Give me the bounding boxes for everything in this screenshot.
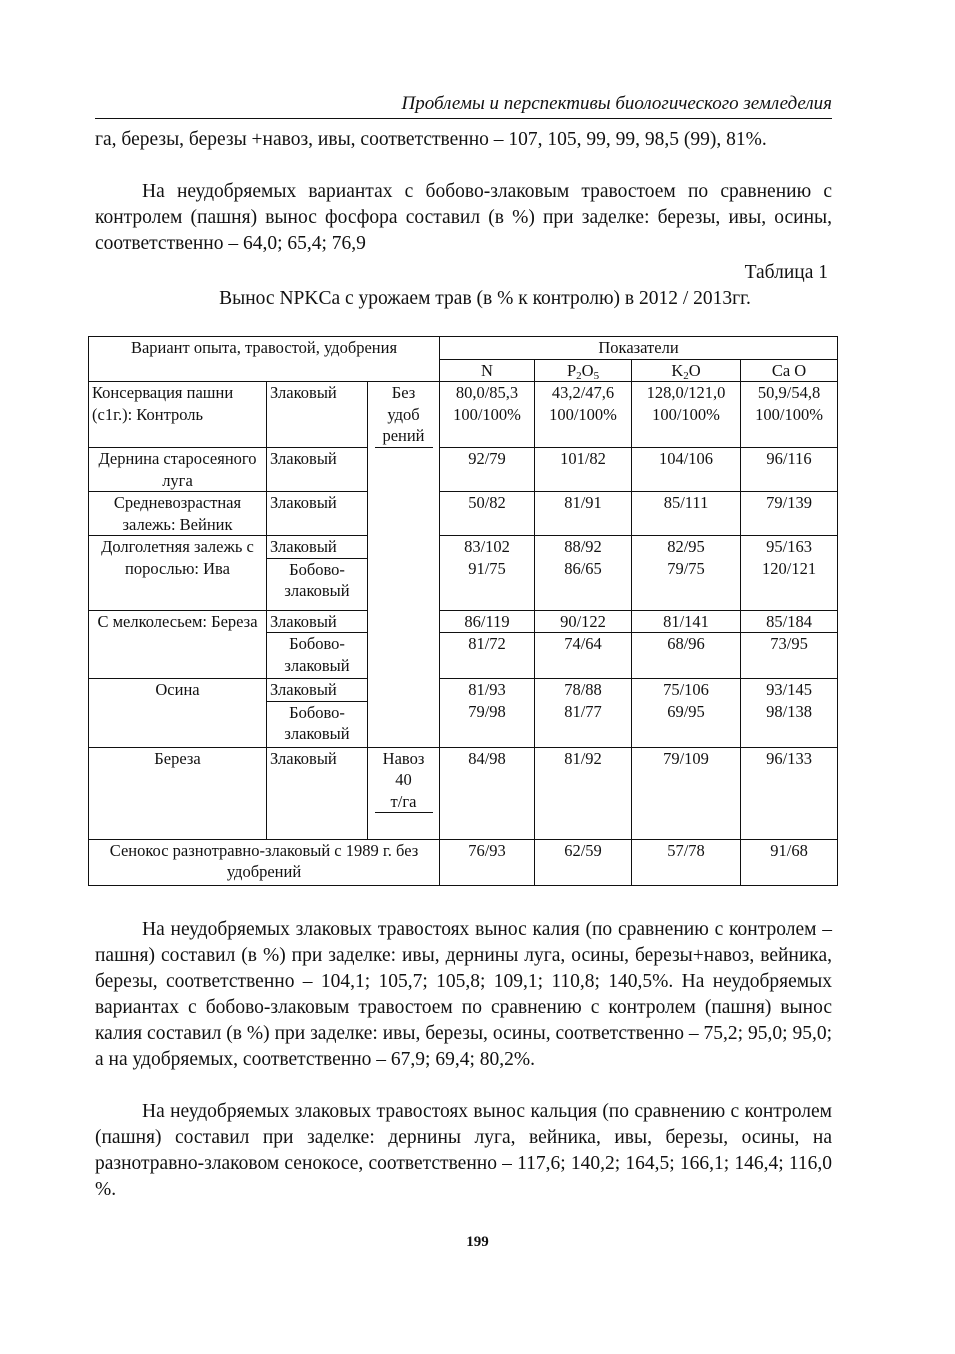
row6-ca-a: 93/145: [741, 679, 838, 702]
row2-n: 92/79: [440, 448, 535, 492]
row6-grass-a: Злаковый: [267, 679, 368, 702]
row6-fertilizer-b: [368, 701, 440, 747]
row6-ca-b: 98/138: [741, 701, 838, 747]
header-k2o: [632, 359, 741, 382]
row8-p: 62/59: [535, 839, 632, 885]
row3-site: Средневозрастная залежь: Вейник: [89, 492, 267, 536]
row3-k: 85/111: [632, 492, 741, 536]
row5-site: С мелколесьем: Береза: [89, 610, 267, 679]
row2-site: Дернина старосеяного луга: [89, 448, 267, 492]
row8-n: 76/93: [440, 839, 535, 885]
row5-grass-a: Злаковый: [267, 610, 368, 633]
row4-ca-a: 95/163: [741, 536, 838, 559]
row7-n: 84/98: [440, 747, 535, 839]
row6-k-a: 75/106: [632, 679, 741, 702]
row1-p-val: 43,2/47,6: [551, 383, 615, 402]
row1-n: [440, 382, 535, 448]
row5-n-b: 81/72: [440, 633, 535, 679]
row3-grass: Злаковый: [267, 492, 368, 536]
row1-p: [535, 382, 632, 448]
paragraph-1: га, березы, березы +навоз, ивы, соответственно – 107, 105, 99, 99, 98,5 (99), 81%.: [95, 129, 767, 150]
table-row: [89, 610, 838, 633]
header-indicators: Показатели: [440, 337, 838, 360]
row1-k-val: 128,0/121,0: [646, 383, 726, 402]
row5-fertilizer-a: [368, 610, 440, 633]
row4-n-b: 91/75: [440, 558, 535, 610]
row1-k-pct: 100/100%: [652, 404, 720, 424]
header-k2o-k: K: [671, 360, 684, 380]
row1-ca-val: 50,9/54,8: [757, 383, 821, 402]
row6-k-b: 69/95: [632, 701, 741, 747]
row5-ca-a: 85/184: [741, 610, 838, 633]
table-row: [89, 382, 838, 448]
row1-ca-pct: 100/100%: [755, 404, 823, 424]
row1-fert-line3: рений: [375, 425, 433, 448]
row7-ca: 96/133: [741, 747, 838, 839]
header-variant: Вариант опыта, травостой, удобрения: [89, 337, 440, 382]
row6-n-b: 79/98: [440, 701, 535, 747]
row6-fertilizer-a: [368, 679, 440, 702]
row7-fertilizer: [368, 747, 440, 839]
table-row: [89, 679, 838, 702]
row4-n-a: 83/102: [440, 536, 535, 559]
row7-fert-line3: т/га: [375, 791, 433, 814]
row8-site: Сенокос разнотравно-злаковый с 1989 г. без удобрений: [89, 839, 440, 885]
header-n: N: [440, 359, 535, 382]
row6-grass-b: Бобово-злаковый: [267, 701, 368, 747]
row5-grass-b: Бобово-злаковый: [267, 633, 368, 679]
table-row: [89, 448, 838, 492]
row4-fertilizer-b: [368, 558, 440, 610]
header-p2o5: [535, 359, 632, 382]
row1-ca: [741, 382, 838, 448]
row1-k: [632, 382, 741, 448]
row3-p: 81/91: [535, 492, 632, 536]
table-row: [89, 747, 838, 839]
row1-fertilizer: [368, 382, 440, 448]
row1-fert-line1: Без: [391, 383, 416, 402]
row7-fert-line1: Навоз: [382, 748, 425, 768]
table-caption: Вынос NPKCa с урожаем трав (в % к контролю) в 2012 / 2013гг.: [219, 288, 751, 309]
header-p2o5-sub1: 2: [576, 369, 582, 382]
header-rule: [95, 118, 832, 119]
row4-p-a: 88/92: [535, 536, 632, 559]
row4-k-a: 82/95: [632, 536, 741, 559]
row6-site: Осина: [89, 679, 267, 748]
row7-grass: Злаковый: [267, 747, 368, 839]
row1-grass: Злаковый: [267, 382, 368, 448]
row8-ca: 91/68: [741, 839, 838, 885]
row4-ca-b: 120/121: [741, 558, 838, 610]
table-header-row: [89, 337, 838, 360]
row8-k: 57/78: [632, 839, 741, 885]
paragraph-4: На неудобряемых злаковых травостоях вынос кальция (по сравнению с контролем (пашня) составил при заделке: дернины луга, вейника, ивы, березы, осины, на разнотравно-злаковом сенокосе, соответственно – 117,6; 140,2; 164,5; 166,1; 146,4; 116,0 %.: [95, 1101, 832, 1200]
row7-fert-line2: 40: [395, 770, 412, 789]
row5-ca-b: 73/95: [741, 633, 838, 679]
row1-p-pct: 100/100%: [549, 404, 617, 424]
paragraph-3: На неудобряемых злаковых травостоях вынос калия (по сравнению с контролем – пашня) составил (в %) при заделке: ивы, дернины луга, осины, березы+навоз, вейника, березы, соответственно – 104,1; 105,7; 105,8; 109,1; 110,8; 140,5%. На неудобряемых вариантах с бобово-злаковым травостоем по сравнению с контролем (пашня) вынос калия составил (в %) при заделке: ивы, березы, осины, соответственно – 75,2; 95,0; 95,0; а на удобряемых, соответственно – 67,9; 69,4; 80,2%.: [95, 919, 832, 1070]
row4-p-b: 86/65: [535, 558, 632, 610]
row5-p-a: 90/122: [535, 610, 632, 633]
row7-site: Береза: [89, 747, 267, 839]
row2-grass: Злаковый: [267, 448, 368, 492]
row7-k: 79/109: [632, 747, 741, 839]
row6-p-b: 81/77: [535, 701, 632, 747]
row6-p-a: 78/88: [535, 679, 632, 702]
row2-k: 104/106: [632, 448, 741, 492]
header-p2o5-sub2: 5: [593, 369, 600, 382]
row6-n-a: 81/93: [440, 679, 535, 702]
row4-k-b: 79/75: [632, 558, 741, 610]
running-header: Проблемы и перспективы биологического земледелия: [401, 93, 832, 114]
row7-p: 81/92: [535, 747, 632, 839]
page-number: 199: [466, 1234, 489, 1250]
row1-n-pct: 100/100%: [453, 404, 521, 424]
table-row: [89, 536, 838, 559]
row5-fertilizer-b: [368, 633, 440, 679]
header-p2o5-p: P: [566, 360, 577, 380]
row5-k-a: 81/141: [632, 610, 741, 633]
header-p2o5-o: O: [581, 360, 594, 380]
data-table: [88, 336, 838, 886]
row2-ca: 96/116: [741, 448, 838, 492]
row4-site: Долголетняя залежь с порослью: Ива: [89, 536, 267, 611]
row5-p-b: 74/64: [535, 633, 632, 679]
row1-n-val: 80,0/85,3: [455, 383, 519, 402]
row4-fertilizer-a: [368, 536, 440, 559]
row1-site: Консервация пашни (с1г.): Контроль: [89, 382, 267, 448]
table-row: [89, 492, 838, 536]
row3-n: 50/82: [440, 492, 535, 536]
table-row: [89, 839, 838, 885]
header-cao: Ca O: [741, 359, 838, 382]
row1-fert-line2: удоб: [387, 404, 420, 424]
row3-fertilizer: [368, 492, 440, 536]
paragraph-2: На неудобряемых вариантах с бобово-злаковым травостоем по сравнению с контролем (пашня) вынос фосфора составил (в %) при заделке: березы, ивы, осины, соответственно – 64,0; 65,4; 76,9: [95, 181, 832, 254]
header-k2o-o: O: [688, 360, 701, 380]
row4-grass-b: Бобово-злаковый: [267, 558, 368, 610]
row2-p: 101/82: [535, 448, 632, 492]
header-k2o-sub: 2: [683, 369, 689, 382]
row2-fertilizer: [368, 448, 440, 492]
row3-ca: 79/139: [741, 492, 838, 536]
row5-k-b: 68/96: [632, 633, 741, 679]
table-label: Таблица 1: [744, 262, 828, 283]
row5-n-a: 86/119: [440, 610, 535, 633]
row4-grass-a: Злаковый: [267, 536, 368, 559]
